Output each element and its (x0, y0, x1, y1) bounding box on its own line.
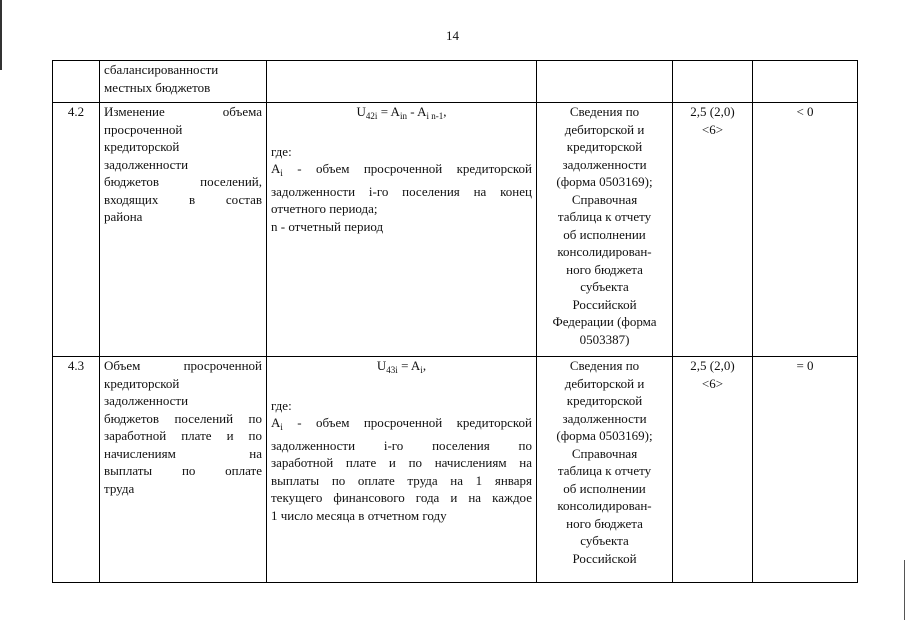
where-label: где: (271, 143, 292, 159)
definition-line: $A_i$ - объем просроченной кредиторской (271, 415, 532, 432)
definition-line: отчетного периода; (271, 201, 378, 216)
definition-line: 1 число месяца в отчетном году (271, 507, 447, 523)
indicator-name-cell (100, 103, 267, 357)
weight-cell: 2,5 (2,0) <6> (673, 357, 753, 583)
page-number: 14 (446, 28, 459, 43)
weight-cell (673, 61, 753, 103)
name-line: Объем просроченной (104, 358, 262, 373)
definition-line: $A_i$ - объем просроченной кредиторской (271, 161, 532, 178)
formula: $U_{42i} = A_{in} - A_{i n-1}$, (356, 104, 447, 121)
formula-cell (267, 61, 537, 103)
definition-line: n - отчетный период (271, 218, 384, 234)
name-line: бюджетов поселений, (104, 174, 262, 189)
target-cell (753, 61, 858, 103)
name-line: заработной плате и по (104, 428, 262, 443)
weight-cell: 2,5 (2,0) <6> (673, 103, 753, 357)
name-line: задолженности (104, 393, 189, 408)
formula: $U_{43i} = A_i$, (376, 358, 427, 375)
row-number-cell: 4.2 (53, 103, 100, 357)
name-line: входящих в состав (104, 191, 262, 207)
row-number-cell (53, 61, 100, 103)
source-cell: Сведения по дебиторской и кредиторской задолженности (форма 0503169); Справочная таблица к отчету об исполнении консолидирован- ного бюджета субъекта Российской (537, 357, 673, 583)
source-cell: Сведения по дебиторской и кредиторской задолженности (форма 0503169); Справочная таблица к отчету об исполнении консолидирован- ного бюджета субъекта Российской Федерации (форма 0503387) (537, 103, 673, 357)
definition-line: заработной плате и по начислениям на (271, 455, 532, 470)
target-cell: = 0 (753, 357, 858, 583)
table-row-4-2 (53, 103, 858, 357)
indicator-name-cell (100, 61, 267, 103)
name-line: сбалансированности (104, 62, 219, 77)
table-row-4-3 (53, 357, 858, 583)
formula-cell (267, 357, 537, 583)
where-label: где: (271, 397, 292, 413)
name-line: бюджетов поселений по (104, 410, 262, 426)
name-line: начислениям на (104, 445, 262, 461)
row-number-cell: 4.3 (53, 357, 100, 583)
source-cell (537, 61, 673, 103)
name-line: выплаты по оплате (104, 463, 262, 478)
target-cell: < 0 (753, 103, 858, 357)
name-line: кредиторской (104, 375, 180, 391)
indicator-name-cell (100, 357, 267, 583)
definition-line: выплаты по оплате труда на 1 января (271, 472, 532, 488)
name-line: Изменение объема (104, 104, 262, 119)
name-line: района (104, 209, 143, 224)
indicator-table (52, 60, 858, 583)
table-row-continuation (53, 61, 858, 103)
name-line: кредиторской (104, 139, 180, 154)
definition-line: текущего финансового года и на каждое (271, 490, 532, 505)
name-line: местных бюджетов (104, 79, 211, 95)
formula-cell (267, 103, 537, 357)
definition-line: задолженности i-го поселения на конец (271, 183, 532, 199)
name-line: просроченной (104, 121, 183, 137)
name-line: задолженности (104, 156, 189, 172)
definition-line: задолженности i-го поселения по (271, 437, 532, 453)
name-line: труда (104, 480, 135, 496)
